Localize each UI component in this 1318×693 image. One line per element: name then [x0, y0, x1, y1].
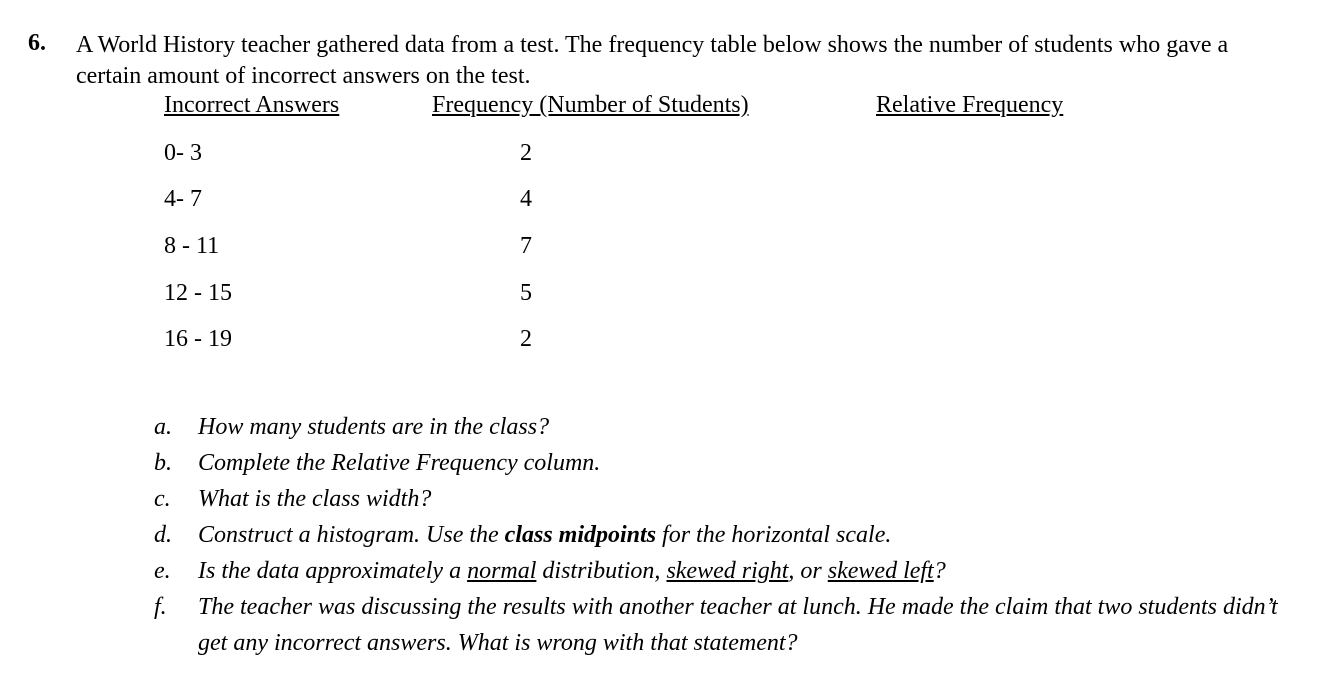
- option-normal: normal: [467, 558, 537, 584]
- frequency-cell: 5: [520, 280, 532, 306]
- frequency-cell: 2: [520, 326, 532, 352]
- question-text-part: ?: [933, 558, 946, 584]
- question-text-part: , or: [788, 558, 828, 584]
- question-f: [150, 589, 1290, 661]
- frequency-cell: 7: [520, 233, 532, 259]
- question-e: [150, 553, 1290, 589]
- question-text-part: distribution,: [536, 558, 667, 584]
- question-text: The teacher was discussing the results with another teacher at lunch. He made the claim that two students didn’t get any incorrect answers. What is wrong with that statement?: [198, 594, 1278, 656]
- question-list: [150, 409, 1290, 661]
- question-letter: c.: [154, 486, 171, 512]
- question-letter: b.: [154, 450, 172, 476]
- option-skewed-left: skewed left: [827, 558, 934, 584]
- header-frequency: Frequency (Number of Students): [432, 92, 749, 118]
- question-text: [198, 553, 1290, 589]
- frequency-cell: 4: [520, 186, 532, 212]
- question-text: [198, 517, 1290, 553]
- range-cell: 12 - 15: [164, 280, 232, 306]
- problem-intro: A World History teacher gathered data from a test. The frequency table below shows the number of students who gave a certain amount of incorrect answers on the test.: [76, 32, 1229, 89]
- question-text: Complete the Relative Frequency column.: [198, 450, 601, 476]
- class-midpoints-emphasis: class midpoints: [504, 522, 657, 548]
- question-letter: f.: [154, 594, 167, 620]
- question-letter: a.: [154, 414, 172, 440]
- question-text-part: for the horizontal scale.: [656, 522, 892, 548]
- question-text-part: Construct a histogram. Use the: [198, 522, 505, 548]
- problem-number: 6.: [28, 30, 46, 56]
- range-cell: 8 - 11: [164, 233, 220, 259]
- question-text: How many students are in the class?: [198, 414, 550, 440]
- option-skewed-right: skewed right: [666, 558, 789, 584]
- header-incorrect-answers: Incorrect Answers: [164, 92, 340, 118]
- range-cell: 16 - 19: [164, 326, 232, 352]
- question-b: [150, 445, 1290, 481]
- question-text: What is the class width?: [198, 486, 432, 512]
- range-cell: 0- 3: [164, 140, 202, 166]
- range-cell: 4- 7: [164, 186, 202, 212]
- question-d: [150, 517, 1290, 553]
- question-text-part: Is the data approximately a: [198, 558, 468, 584]
- question-letter: e.: [154, 558, 171, 584]
- question-c: [150, 481, 1290, 517]
- question-letter: d.: [154, 522, 172, 548]
- frequency-cell: 2: [520, 140, 532, 166]
- question-a: [150, 409, 1290, 445]
- header-relative-frequency: Relative Frequency: [876, 92, 1064, 118]
